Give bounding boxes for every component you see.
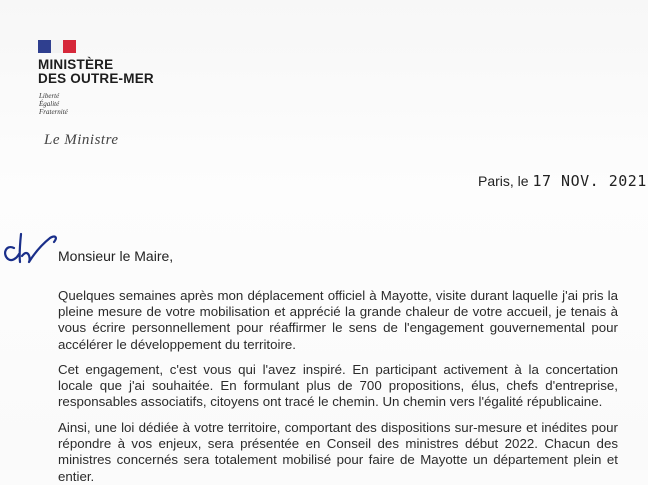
body-paragraph-1: Quelques semaines après mon déplacement officiel à Mayotte, visite durant laquelle j'ai pris la pleine mesure de votre mobilisation et apprécié la grande chaleur de votre accueil, je tenais à vous écrire personnellement pour réaffirmer le sens de l'engagement gouvernemental pour accélérer le développement du territoire. — [58, 288, 618, 352]
salutation: Monsieur le Maire, — [58, 248, 174, 264]
flag-blue-band — [38, 40, 51, 53]
ministry-name-line2: DES OUTRE-MER — [38, 71, 154, 86]
handwritten-initials-icon — [0, 228, 64, 270]
flag-white-band — [51, 40, 64, 53]
flag-red-band — [63, 40, 76, 53]
letter-date — [478, 172, 647, 190]
motto-egalite: Égalité — [39, 100, 60, 108]
date-stamp: 17 NOV. 2021 — [532, 172, 647, 190]
french-flag-logo — [38, 40, 76, 53]
body-paragraph-2: Cet engagement, c'est vous qui l'avez inspiré. En participant activement à la concertation locale que j'ai souhaitée. En formulant plus de 700 propositions, élus, chefs d'entreprise, responsables associatifs, citoyens ont tracé le chemin. Un chemin vers l'égalité républicaine. — [58, 362, 618, 410]
republic-motto — [39, 92, 68, 116]
motto-fraternite: Fraternité — [39, 108, 68, 116]
date-place: Paris, le — [478, 173, 529, 189]
signatory-title: Le Ministre — [44, 132, 119, 148]
ministry-name-line1: MINISTÈRE — [38, 57, 114, 72]
motto-liberte: Liberté — [39, 92, 60, 100]
body-paragraph-3: Ainsi, une loi dédiée à votre territoire, comportant des dispositions sur-mesure et inédites pour répondre à vos enjeux, sera présentée en Conseil des ministres début 2022. Chacun des ministres concernés sera totalement mobilisé pour faire de Mayotte un département plein et entier. — [58, 420, 618, 484]
ministry-name — [38, 58, 154, 86]
